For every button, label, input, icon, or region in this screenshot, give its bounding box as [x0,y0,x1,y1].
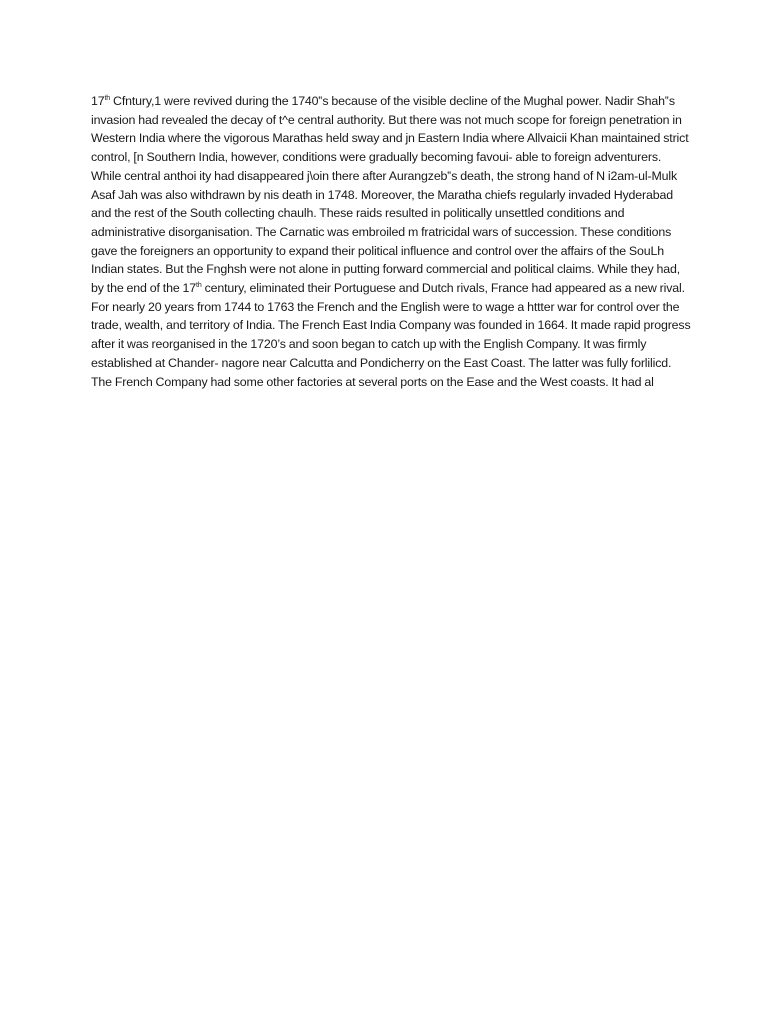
superscript-ordinal: th [196,281,202,289]
text-segment: 17 [91,94,105,108]
body-paragraph [91,92,691,391]
text-segment: Cfntury,1 were revived during the 1740‟s because of the visible decline of the Mughal power. Nadir Shah‟s invasion had revealed the decay of t^e central authority. But there was not much scope for foreign penetration in Western India where the vigorous Marathas held sway and jn Eastern India where Allvaicii Khan maintained strict control, [n Southern India, however, conditions were gradually becoming favoui- able to foreign adventurers. While central anthoi ity had disappeared j\oin there after Aurangzeb‟s death, the strong hand of N i2am-ul-Mulk Asaf Jah was also withdrawn by nis death in 1748. Moreover, the Maratha chiefs regularly invaded Hyderabad and the rest of the South collecting chaulh. These raids resulted in politically unsettled conditions and administrative disorganisation. The Carnatic was embroiled m fratricidal wars of succession. These conditions gave the foreigners an opportunity to expand their political influence and control over the affairs of the SouLh Indian states. But the Fnghsh were not alone in putting forward commercial and political claims. While they had, by the end of the 17 [91,94,689,296]
text-segment: century, eliminated their Portuguese and Dutch rivals, France had appeared as a new rival. For nearly 20 years from 1744 to 1763 the French and the English were to wage a httter war for control over the trade, wealth, and territory of India. The French East India Company was founded in 1664. It made rapid progress after it was reorganised in the 1720’s and soon began to catch up with the English Company. It was firmly established at Chander- nagore near Calcutta and Pondicherry on the East Coast. The latter was fully forlilicd. The French Company had some other factories at several ports on the Ease and the West coasts. It had al [91,281,691,389]
superscript-ordinal: th [104,94,111,102]
